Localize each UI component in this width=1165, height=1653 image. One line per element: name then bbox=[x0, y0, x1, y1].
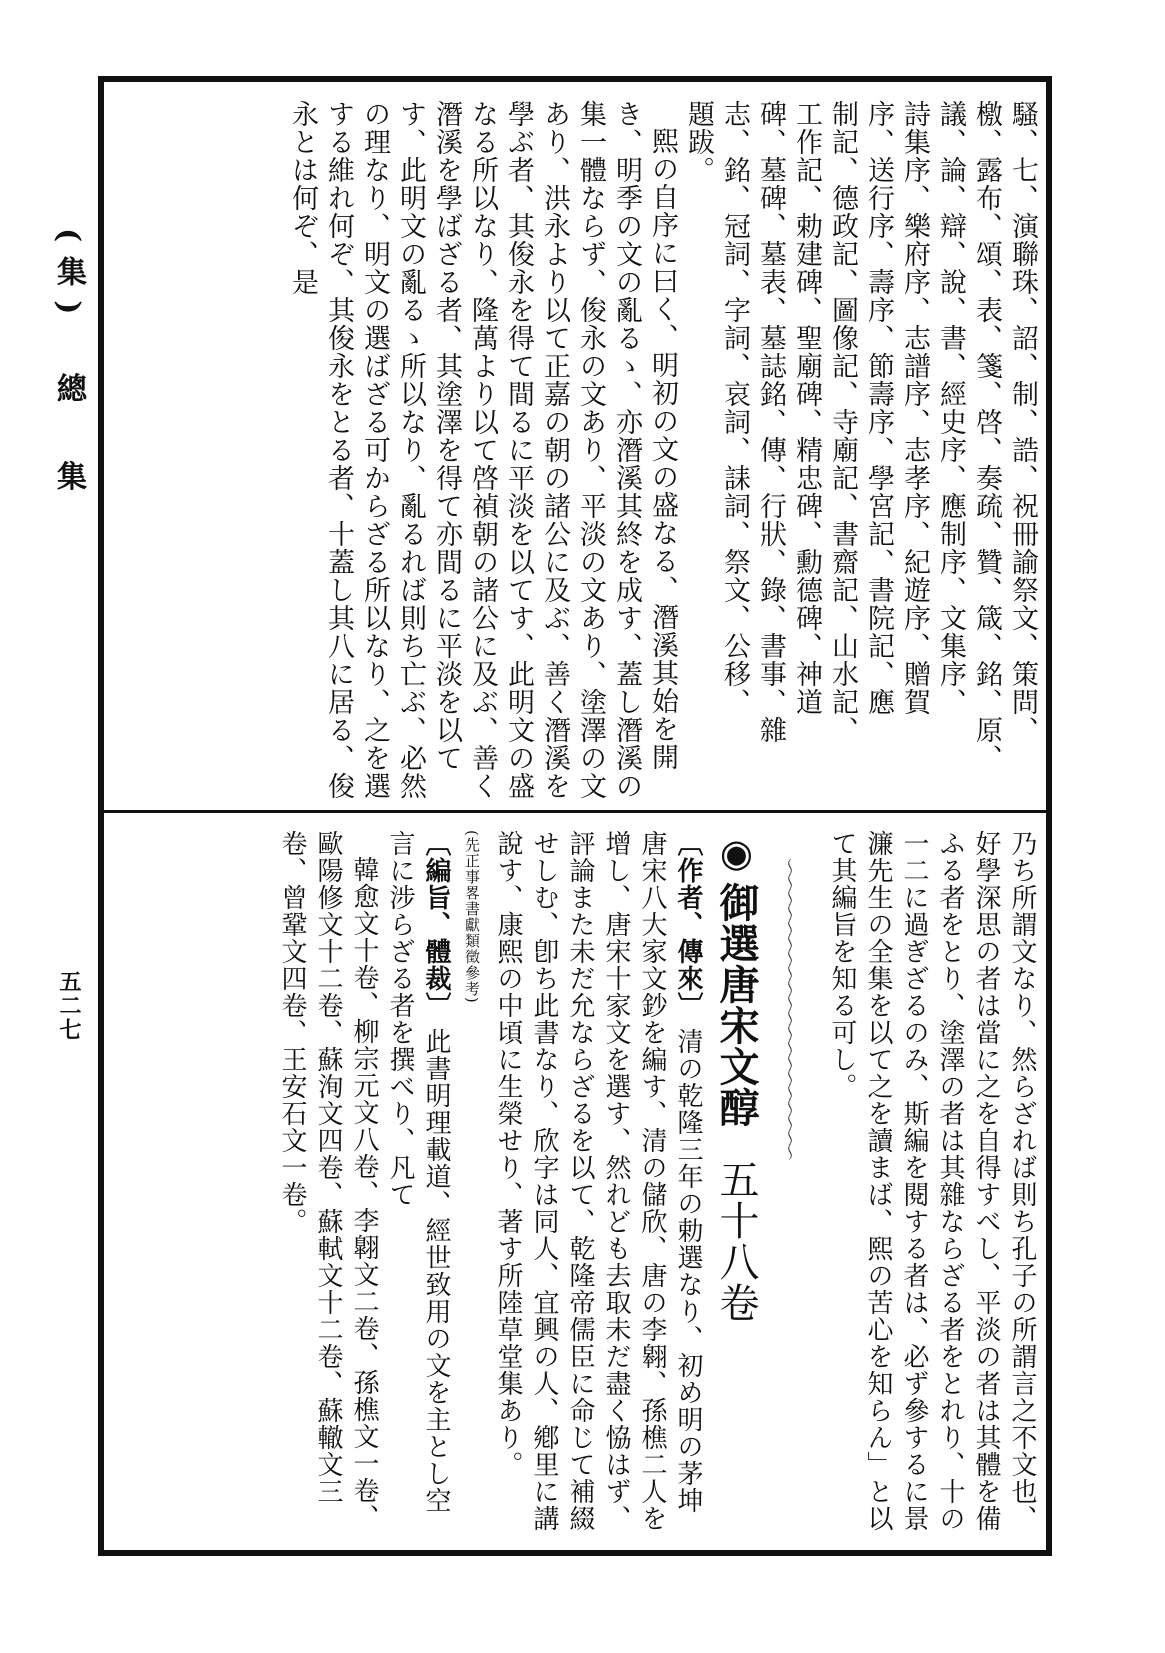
preface-paragraph: 熙の自序に曰く、明初の文の盛なる、潛溪其始を開き、明季の文の亂るゝ、亦潛溪其終を成す、蓋し潛溪の集一體ならず、俊永の文あり、平淡の文あり、塗澤の文あり、洪永より以て正嘉の朝の諸公に及ぶ、善く潛溪を學ぶ者、其俊永を得て間るに平淡を以てす、此明文の盛なる所以なり、隆萬より以て啓禎朝の諸公に及ぶ、善く潛溪を學ばざる者、其塗澤を得て亦間るに平淡を以てす、此明文の亂るゝ所以なり、亂るれば則ち亡ぶ、必然の理なり、明文の選ばざる可からざる所以なり、之を選する維れ何ぞ、其俊永をとる者、十蓋し其八に居る、俊永とは何ぞ、是 bbox=[287, 100, 678, 800]
genre-line: 工作記、勅建碑、聖廟碑、精忠碑、勳德碑、神道 bbox=[791, 100, 822, 716]
scope-text: 此書明理載道、經世致用の文を主とし空言に涉らざる者を撰べり、凡て bbox=[385, 830, 451, 1515]
ornament-rule: ～～～～～～～～～～～～～～～～～～～～ bbox=[778, 858, 799, 1158]
entry-title: 御選唐宋文醇 bbox=[713, 882, 760, 1128]
genre-line: 題跋。 bbox=[683, 100, 714, 184]
margin-label: (集) 總 集 bbox=[51, 228, 86, 505]
section-divider bbox=[98, 810, 1052, 813]
scope-paragraph bbox=[382, 830, 454, 1540]
genre-line: 志、銘、冠詞、字詞、哀詞、誄詞、祭文、公移、 bbox=[719, 100, 750, 716]
entry-title-block bbox=[712, 830, 760, 1540]
entry-volumes: 五十八卷 bbox=[713, 1158, 759, 1323]
bullet-mark-icon: ◉ bbox=[714, 830, 759, 876]
scope-tag: 〔編旨、體裁〕 bbox=[421, 830, 451, 1019]
author-tag: 〔作者、傳來〕 bbox=[673, 830, 703, 1019]
genre-line: 議、論、辯、說、書、經史序、應制序、文集序、 bbox=[935, 100, 966, 716]
genre-line: 詩集序、樂府序、志譜序、志孝序、紀遊序、贈賀 bbox=[899, 100, 930, 716]
genre-line: 序、送行序、壽序、節壽序、學宮記、書院記、應 bbox=[863, 100, 894, 716]
author-paragraph bbox=[454, 830, 706, 1540]
genre-line: 檄、露布、頌、表、箋、啓、奏疏、贊、箴、銘、原、 bbox=[971, 100, 1002, 772]
contents-paragraph: 韓愈文十卷、柳宗元文八卷、李翺文二卷、孫樵文一卷、歐陽修文十二卷、蘇洵文四卷、蘇軾文十二卷、蘇轍文三卷、曾鞏文四卷、王安石文一卷。 bbox=[277, 830, 379, 1531]
genre-line: 制記、德政記、圖像記、寺廟記、書齋記、山水記、 bbox=[827, 100, 858, 744]
author-note: (先正事畧書獻類徵參考) bbox=[463, 830, 481, 1004]
lower-section bbox=[140, 830, 1040, 1540]
continuation-paragraph: 乃ち所謂文なり、然らざれば則ち孔子の所謂言之不文也、好學深思の者は當に之を自得すべし、平淡の者は其體を備ふる者をとり、塗澤の者は其雜ならざる者をとれり、十の一二に過ぎざるのみ、斯編を閱する者は、必ず參するに景濂先生の全集を以て之を讀まば、熙の苦心を知らん」と以て其編旨を知る可し。 bbox=[827, 830, 1037, 1532]
genre-line: 騷、七、演聯珠、詔、制、誥、祝冊諭祭文、策問、 bbox=[1007, 100, 1038, 744]
upper-section bbox=[140, 100, 1040, 800]
genre-line: 碑、墓碑、墓表、墓誌銘、傳、行狀、錄、書事、雜 bbox=[755, 100, 786, 744]
page-number: 五二七 bbox=[56, 970, 82, 1042]
genre-list bbox=[680, 100, 1040, 800]
author-text: 清の乾隆三年の勅選なり、初め明の茅坤唐宋八大家文鈔を編す、清の儲欣、唐の李翱、孫樵二人を增し、唐宋十家文を選す、然れども去取未だ盡く恊はず、評論また未だ允ならざるを以て、乾隆帝儒臣に命じて補綴せしむ、卽ち此書なり、欣字は同人、宜興の人、鄕里に講說す、康熙の中頃に生榮せり、著す所陸草堂集あり。 bbox=[493, 830, 703, 1532]
